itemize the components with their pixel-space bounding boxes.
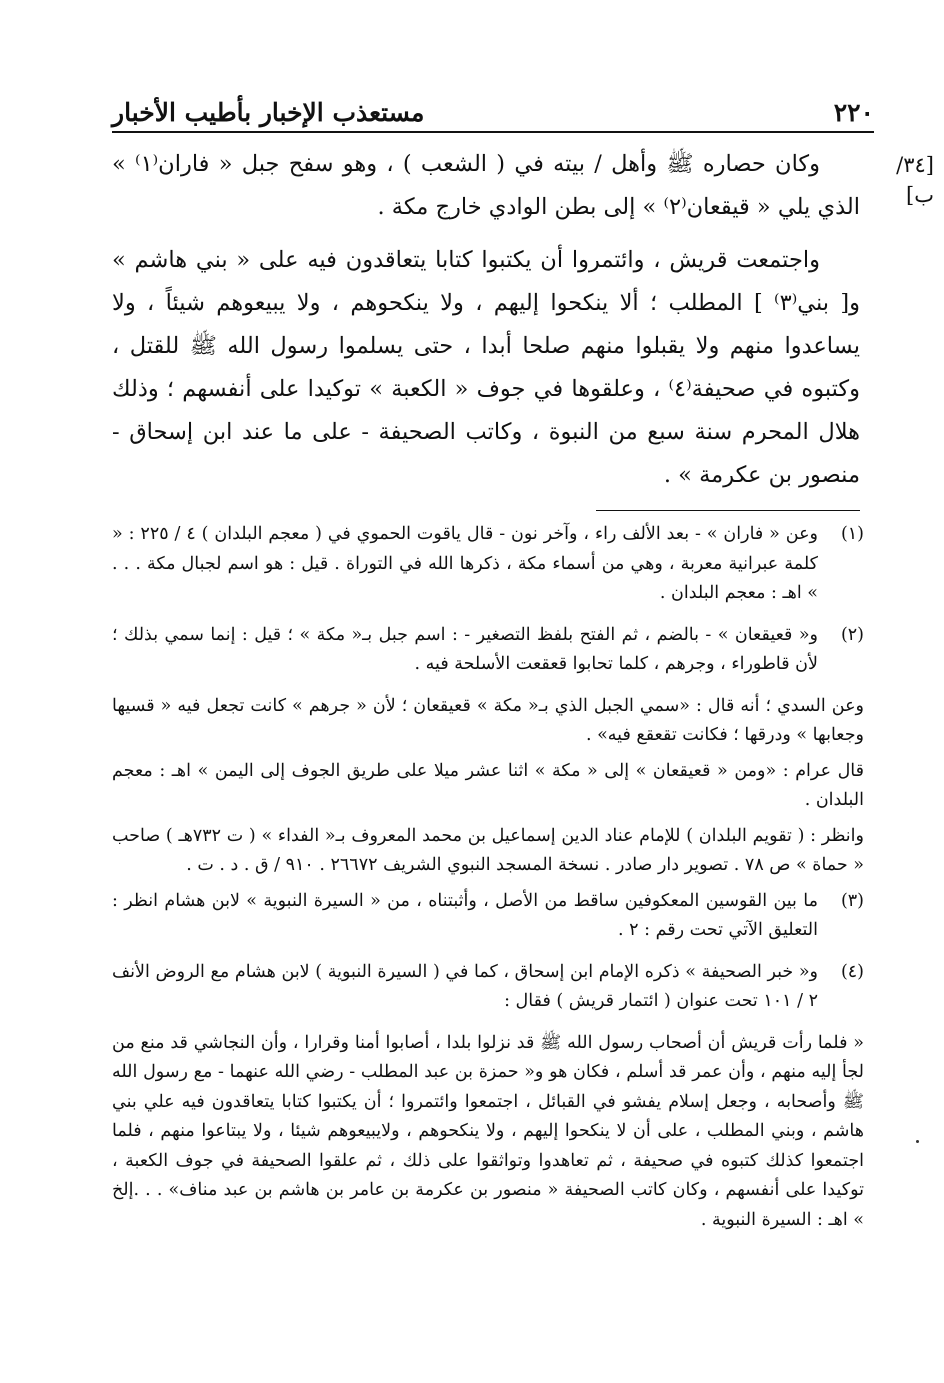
footnotes (112, 520, 864, 1241)
footnote (112, 520, 864, 615)
footnote (112, 621, 864, 686)
footnote-text (112, 520, 818, 615)
footnote-number: (٣) (840, 890, 864, 911)
footnote-continuation: قال عرام : «ومن « قعيقعان » إلى « مكة » اثنا عشر ميلا على طريق الجوف إلى اليمن » اهـ : معجم البلدان . (112, 760, 864, 810)
main-paragraph: وكان حصاره ﷺ وأهل / بيته في ( الشعب ) ، وهو سفح جبل « فاران⁽١⁾ » الذي يلي « قيقعان⁽٢⁾ » إلى بطن الوادي خارج مكة . (112, 151, 860, 220)
scan-speck (916, 1140, 919, 1143)
footnote-text (112, 887, 818, 952)
footnote-number: (١) (840, 524, 864, 544)
footnote-text (112, 621, 818, 686)
main-paragraph: واجتمعت قريش ، وائتمروا أن يكتبوا كتابا يتعاقدون فيه على « بني هاشم » و[ بني⁽٣⁾ ] المطلب ؛ ألا ينكحوا إليهم ، ولا ينكحوهم ، ولا يبيعوهم شيئاً ، ولا يساعدوا منهم ولا يقبلوا منهم صلحا أبدا ، حتى يسلموا رسول الله ﷺ للقتل ، وكتبوه في صحيفة⁽٤⁾ ، وعلقوها في جوف « الكعبة » توكيدا على أنفسهم ؛ وذلك هلال المحرم سنة سبع من النبوة ، وكاتب الصحيفة - على ما عند ابن إسحاق - منصور بن عكرمة » . (112, 247, 860, 488)
footnote-paragraph: و« خبر الصحيفة » ذكره الإمام ابن إسحاق ، كما في ( السيرة النبوية ) لابن هشام مع الروض الأنف ٢ / ١٠١ تحت عنوان ( ائتمار قريش ) فقال : (112, 961, 818, 1011)
footnote-separator (596, 510, 860, 511)
footnote (112, 887, 864, 952)
header-rule (112, 131, 874, 133)
footnote-paragraph: و« قعيقعان » - بالضم ، ثم الفتح بلفظ التصغير - : اسم جبل بـ« مكة » ؛ قيل : إنما سمي بذلك ؛ لأن قاطوراء ، وجرهم ، كلما تحابوا قعقعت الأسلحة فيه . (112, 624, 818, 674)
footnote-paragraph: ما بين القوسين المعكوفين ساقط من الأصل ، وأثبتناه ، من « السيرة النبوية » لابن هشام انظر : التعليق الآتي تحت رقم : ٢ . (112, 890, 818, 940)
book-title: مستعذب الإخبار بأطيب الأخبار (112, 98, 425, 127)
footnote (112, 958, 864, 1023)
manuscript-folio-ref: [٣٤/ب] (896, 153, 934, 207)
page-header (112, 88, 874, 128)
main-text (112, 143, 860, 497)
page-number: ٢٢٠ (833, 98, 874, 127)
footnote-text (112, 958, 818, 1023)
footnote-continuation: وعن السدي ؛ أنه قال : «سمي الجبل الذي بـ« مكة » قعيقعان ؛ لأن « جرهم » كانت تجعل فيه « قسيها وجعابها » ودرقها ؛ فكانت تقعقع فيه» . (112, 695, 864, 745)
footnote-number: (٤) (840, 961, 864, 982)
footnote-paragraph: وعن « فاران » - بعد الألف راء ، وآخر نون - قال ياقوت الحموي في ( معجم البلدان ) ٤ / ٢٢٥ : « كلمة عبرانية معربة ، وهي من أسماء مكة ، ذكرها الله في التوراة . قيل : هو اسم لجبال مكة . . . » اهـ : معجم البلدان . (112, 524, 818, 603)
footnote-continuation: وانظر : ( تقويم البلدان ) للإمام عناد الدين إسماعيل بن محمد المعروف بـ« الفداء » ( ت ٧٣٢هـ ) صاحب « حماة » ص ٧٨ . تصوير دار صادر . نسخة المسجد النبوي الشريف ٢٦٦٧٢ . ٩١٠ / ق . د . ت . (112, 825, 864, 875)
footnote-number: (٢) (840, 624, 864, 645)
footnote-quote: « فلما رأت قريش أن أصحاب رسول الله ﷺ قد نزلوا بلدا ، أصابوا أمنا وقرارا ، وأن النجاشي قد منع من لجأ إليه منهم ، وأن عمر قد أسلم ، فكان هو و« حمزة بن عبد المطلب - رضي الله عنهما - مع رسول الله ﷺ وأصحابه ، وجعل إسلام يفشو في القبائل ، اجتمعوا وائتمروا ؛ أن يكتبوا كتابا يتعاقدون فيه علي بني هاشم ، وبني المطلب ، على أن لا ينكحوا إليهم ، ولا ينكحوهم ، ولايبيعوهم شيئا ، ولا يبتاعوا منهم ، فلما اجتمعوا كذلك كتبوه في صحيفة ، ثم تعاهدوا وتواثقوا على ذلك ، ثم علقوا الصحيفة في جوف الكعبة ، توكيدا على أنفسهم ، وكان كاتب الصحيفة « منصور بن عكرمة بن عامر بن هاشم بن عبد مناف» . . .إلخ » اهـ : السيرة النبوية . (112, 1032, 864, 1230)
